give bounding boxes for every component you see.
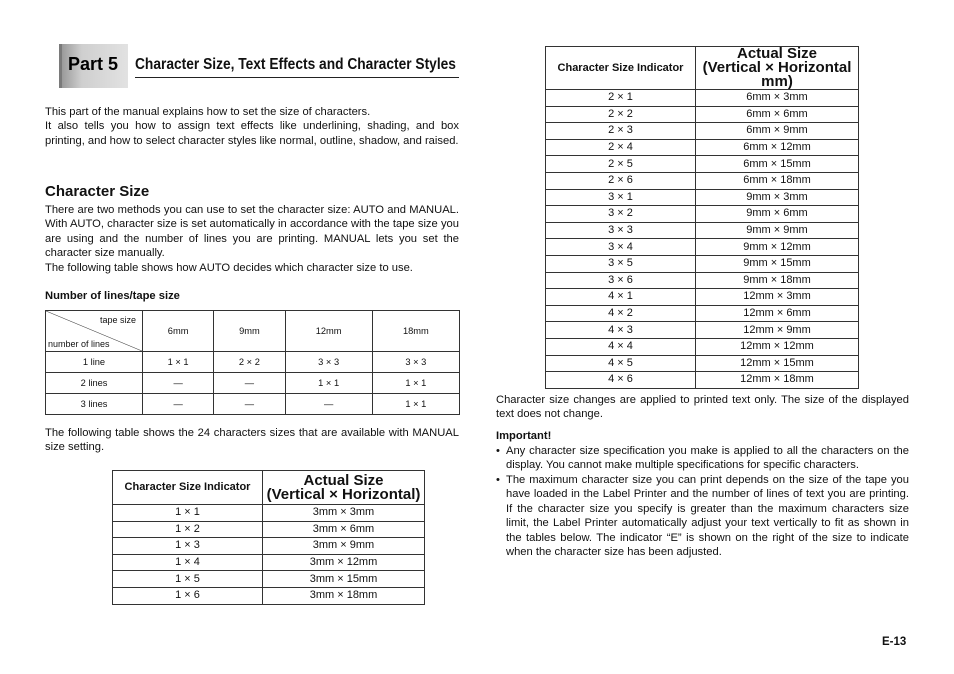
intro-line-2: It also tells you how to assign text effects like underlining, shading, and box printing, and how to select character styles like normal, outline, shadow, and raised. bbox=[45, 120, 459, 147]
table-header-row bbox=[46, 311, 460, 352]
actual-size-cell: 6mm × 9mm bbox=[696, 123, 859, 140]
manual-size-table-2 bbox=[545, 46, 859, 389]
actual-size-cell: 12mm × 18mm bbox=[696, 372, 859, 389]
actual-size-cell: 3mm × 18mm bbox=[263, 587, 425, 604]
table-cell: — bbox=[285, 394, 372, 415]
size-indicator-cell: 3 × 5 bbox=[546, 255, 696, 272]
actual-size-cell: 9mm × 9mm bbox=[696, 222, 859, 239]
table-row bbox=[546, 123, 859, 140]
section-text bbox=[45, 203, 459, 275]
bullet-icon: • bbox=[496, 474, 500, 486]
table-row bbox=[546, 305, 859, 322]
size-indicator-cell: 2 × 4 bbox=[546, 139, 696, 156]
important-heading: Important! bbox=[496, 430, 552, 442]
row-label: 1 line bbox=[46, 352, 143, 373]
table-row bbox=[46, 352, 460, 373]
size-indicator-cell: 3 × 6 bbox=[546, 272, 696, 289]
table-row bbox=[546, 156, 859, 173]
actual-size-cell: 6mm × 6mm bbox=[696, 106, 859, 123]
actual-size-cell: 3mm × 3mm bbox=[263, 505, 425, 522]
actual-size-title: Actual Size bbox=[303, 471, 384, 489]
actual-size-cell: 3mm × 9mm bbox=[263, 538, 425, 555]
table-row bbox=[546, 90, 859, 107]
manual-intro-text: The following table shows the 24 characters sizes that are available with MANUAL size setting. bbox=[45, 427, 459, 454]
size-indicator-cell: 3 × 3 bbox=[546, 222, 696, 239]
table-row bbox=[46, 373, 460, 394]
note-text: Character size changes are applied to printed text only. The size of the displayed text does not change. bbox=[496, 394, 909, 421]
actual-size-subtitle: (Vertical × Horizontal mm) bbox=[702, 59, 852, 90]
actual-size-cell: 3mm × 6mm bbox=[263, 521, 425, 538]
size-table-1-body bbox=[113, 471, 425, 605]
column-header-actual-size bbox=[696, 47, 859, 90]
size-indicator-cell: 1 × 3 bbox=[113, 538, 263, 555]
column-header-indicator: Character Size Indicator bbox=[113, 471, 263, 505]
table-row bbox=[546, 372, 859, 389]
actual-size-cell: 12mm × 15mm bbox=[696, 355, 859, 372]
actual-size-cell: 6mm × 12mm bbox=[696, 139, 859, 156]
page-title: Character Size, Text Effects and Character Styles bbox=[135, 56, 456, 73]
table-cell: 3 × 3 bbox=[372, 352, 459, 373]
table-row bbox=[113, 587, 425, 604]
size-indicator-cell: 1 × 4 bbox=[113, 554, 263, 571]
size-indicator-cell: 3 × 2 bbox=[546, 206, 696, 223]
table-cell: 1 × 1 bbox=[143, 352, 214, 373]
size-table-2-body bbox=[546, 47, 859, 389]
row-label: 2 lines bbox=[46, 373, 143, 394]
title-rule bbox=[135, 77, 459, 78]
table-row bbox=[546, 106, 859, 123]
actual-size-subtitle: (Vertical × Horizontal) bbox=[266, 485, 421, 503]
column-header: 18mm bbox=[372, 311, 459, 352]
size-indicator-cell: 4 × 3 bbox=[546, 322, 696, 339]
size-indicator-cell: 3 × 4 bbox=[546, 239, 696, 256]
actual-size-cell: 3mm × 15mm bbox=[263, 571, 425, 588]
size-indicator-cell: 4 × 4 bbox=[546, 338, 696, 355]
auto-table-caption: Number of lines/tape size bbox=[45, 290, 180, 302]
size-indicator-cell: 1 × 5 bbox=[113, 571, 263, 588]
corner-cell bbox=[46, 311, 143, 352]
table-row bbox=[113, 554, 425, 571]
table-row bbox=[546, 206, 859, 223]
table-header-row bbox=[546, 47, 859, 90]
table-row bbox=[46, 394, 460, 415]
actual-size-cell: 6mm × 3mm bbox=[696, 90, 859, 107]
table-cell: 1 × 1 bbox=[372, 373, 459, 394]
size-indicator-cell: 4 × 5 bbox=[546, 355, 696, 372]
table-row bbox=[113, 538, 425, 555]
table-cell: — bbox=[143, 373, 214, 394]
part-label: Part 5 bbox=[68, 54, 119, 74]
section-paragraph-1: There are two methods you can use to set the character size: AUTO and MANUAL. With AUTO, character size is set automatically in accordance with the tape size you are using and the number of lines you are printing. MANUAL lets you set the character size manually. bbox=[45, 204, 459, 260]
corner-label-tape: tape size bbox=[99, 315, 136, 325]
actual-size-cell: 12mm × 12mm bbox=[696, 338, 859, 355]
size-indicator-cell: 2 × 2 bbox=[546, 106, 696, 123]
table-header-row bbox=[113, 471, 425, 505]
column-header: 12mm bbox=[285, 311, 372, 352]
table-row bbox=[546, 322, 859, 339]
actual-size-cell: 9mm × 6mm bbox=[696, 206, 859, 223]
table-cell: 1 × 1 bbox=[285, 373, 372, 394]
section-heading: Character Size bbox=[45, 183, 150, 200]
table-row bbox=[546, 222, 859, 239]
row-label: 3 lines bbox=[46, 394, 143, 415]
table-row bbox=[546, 189, 859, 206]
actual-size-cell: 9mm × 18mm bbox=[696, 272, 859, 289]
table-row bbox=[113, 571, 425, 588]
section-paragraph-2: The following table shows how AUTO decides which character size to use. bbox=[45, 261, 413, 274]
actual-size-cell: 9mm × 12mm bbox=[696, 239, 859, 256]
important-bullet-2 bbox=[496, 473, 909, 559]
bullet-text: Any character size specification you make is applied to all the characters on the display. You cannot make multiple specifications for specific characters. bbox=[506, 445, 909, 472]
actual-size-cell: 12mm × 9mm bbox=[696, 322, 859, 339]
auto-size-table bbox=[45, 310, 460, 415]
page-number: E-13 bbox=[882, 636, 907, 648]
actual-size-cell: 9mm × 15mm bbox=[696, 255, 859, 272]
size-indicator-cell: 4 × 2 bbox=[546, 305, 696, 322]
bullet-text: The maximum character size you can print depends on the size of the tape you have loaded in the Label Printer and the number of lines of text you are printing. If the character size you specify is greater than the maximum characters size limit, the Label Printer automatically adjust your text vertically to fit as shown in the tables below. The indicator “E” is shown on the right of the size to indicate when the character size has been adjusted. bbox=[506, 474, 909, 559]
table-cell: — bbox=[214, 373, 285, 394]
column-header-actual-size bbox=[263, 471, 425, 505]
column-header: 6mm bbox=[143, 311, 214, 352]
important-bullet-1 bbox=[496, 444, 909, 473]
table-row bbox=[546, 289, 859, 306]
column-header: 9mm bbox=[214, 311, 285, 352]
table-row bbox=[546, 255, 859, 272]
actual-size-cell: 6mm × 15mm bbox=[696, 156, 859, 173]
size-indicator-cell: 4 × 6 bbox=[546, 372, 696, 389]
size-indicator-cell: 2 × 6 bbox=[546, 172, 696, 189]
table-row bbox=[113, 521, 425, 538]
table-cell: — bbox=[143, 394, 214, 415]
table-row bbox=[546, 239, 859, 256]
table-row bbox=[546, 355, 859, 372]
manual-size-table-1 bbox=[112, 470, 425, 605]
table-cell: 1 × 1 bbox=[372, 394, 459, 415]
table-row bbox=[546, 338, 859, 355]
intro-line-1: This part of the manual explains how to set the size of characters. bbox=[45, 106, 371, 118]
size-indicator-cell: 2 × 1 bbox=[546, 90, 696, 107]
table-row bbox=[546, 172, 859, 189]
size-indicator-cell: 3 × 1 bbox=[546, 189, 696, 206]
size-indicator-cell: 2 × 3 bbox=[546, 123, 696, 140]
table-cell: 2 × 2 bbox=[214, 352, 285, 373]
size-indicator-cell: 4 × 1 bbox=[546, 289, 696, 306]
table-row bbox=[113, 505, 425, 522]
corner-label-lines: number of lines bbox=[48, 339, 110, 349]
column-header-indicator: Character Size Indicator bbox=[546, 47, 696, 90]
table-cell: 3 × 3 bbox=[285, 352, 372, 373]
actual-size-cell: 9mm × 3mm bbox=[696, 189, 859, 206]
table-cell: — bbox=[214, 394, 285, 415]
intro-text bbox=[45, 105, 459, 148]
table-row bbox=[546, 139, 859, 156]
table-row bbox=[546, 272, 859, 289]
bullet-icon: • bbox=[496, 445, 500, 457]
size-indicator-cell: 1 × 1 bbox=[113, 505, 263, 522]
size-indicator-cell: 1 × 6 bbox=[113, 587, 263, 604]
size-indicator-cell: 1 × 2 bbox=[113, 521, 263, 538]
actual-size-cell: 12mm × 3mm bbox=[696, 289, 859, 306]
actual-size-cell: 6mm × 18mm bbox=[696, 172, 859, 189]
actual-size-cell: 3mm × 12mm bbox=[263, 554, 425, 571]
actual-size-title: Actual Size bbox=[736, 45, 818, 62]
size-indicator-cell: 2 × 5 bbox=[546, 156, 696, 173]
actual-size-cell: 12mm × 6mm bbox=[696, 305, 859, 322]
corner-diagonal bbox=[46, 311, 142, 351]
